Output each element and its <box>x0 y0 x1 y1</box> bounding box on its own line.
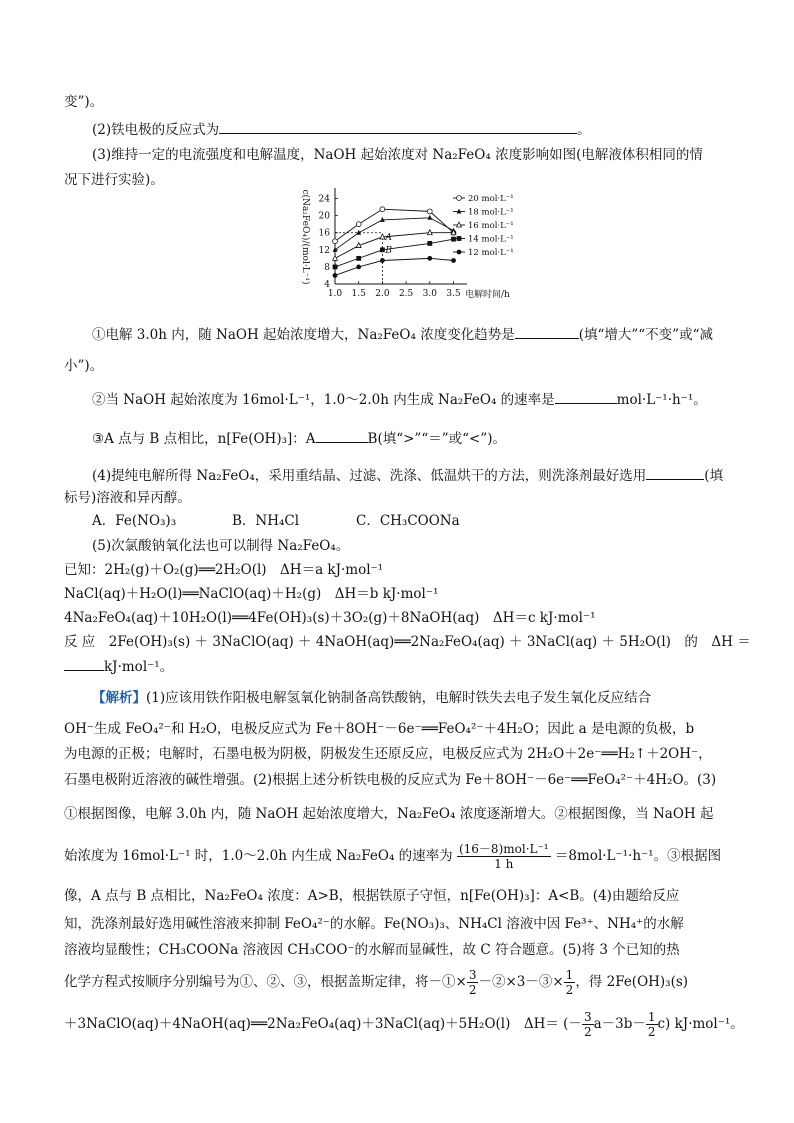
question-4-hint: (填 <box>704 468 724 484</box>
data-point <box>457 236 462 241</box>
y-tick-label: 16 <box>318 228 330 239</box>
x-axis-label: 电解时间/h <box>465 290 510 300</box>
answer-blank[interactable] <box>64 656 104 671</box>
rate-fraction <box>457 842 551 871</box>
x-tick-label: 3.0 <box>422 289 437 299</box>
known-equation-1: 已知：2H₂(g)＋O₂(g)══2H₂O(l) ΔH＝a kJ·mol⁻¹ <box>64 562 384 578</box>
question-3: (3)维持一定的电流强度和电解温度，NaOH 起始浓度对 Na₂FeO₄ 浓度影响如图(电解液体积相同的情 <box>92 147 703 163</box>
data-point <box>457 222 462 227</box>
x-tick-label: 2.5 <box>398 289 414 299</box>
question-2 <box>92 119 591 140</box>
subquestion-2-text: ②当 NaOH 起始浓度为 16mol·L⁻¹，1.0～2.0h 内生成 Na₂FeO₄ 的速率是 <box>92 392 555 408</box>
analysis-line-4: 石墨电极附近溶液的碱性增强。(2)根据上述分析铁电极的反应式为 Fe＋8OH⁻－6e⁻══FeO₄²⁻＋4H₂O。(3) <box>64 772 717 788</box>
fraction <box>467 968 479 997</box>
data-point <box>380 258 385 263</box>
data-point <box>457 209 462 214</box>
subquestion-2 <box>92 389 707 410</box>
data-point <box>380 247 385 252</box>
unit-text: kJ·mol⁻¹。 <box>104 659 174 675</box>
answer-blank[interactable] <box>316 428 368 443</box>
analysis-line-6 <box>64 833 721 879</box>
analysis-text: ＋3NaClO(aq)＋4NaOH(aq)══2Na₂FeO₄(aq)＋3NaCl(aq)＋5H₂O(l) ΔH＝ (－ <box>64 1016 582 1032</box>
fraction-denominator: 1 h <box>494 857 514 871</box>
analysis-text: ，得 2Fe(OH)₃(s) <box>575 974 689 990</box>
question-2-end: 。 <box>577 122 591 138</box>
analysis-text: 化学方程式按顺序分别编号为①、②、③，根据盖斯定律，将－①× <box>64 974 467 990</box>
subquestion-1 <box>92 324 713 345</box>
data-point <box>333 239 338 244</box>
analysis-text: c) kJ·mol⁻¹。 <box>657 1016 744 1032</box>
data-point <box>427 256 432 261</box>
data-point <box>333 247 338 252</box>
fraction-numerator: 3 <box>468 968 477 982</box>
fraction-denominator: 2 <box>468 983 477 997</box>
analysis-line-9: 溶液均显酸性；CH₃COONa 溶液因 CH₃COO⁻的水解而显碱性，故 C 符合题意。(5)将 3 个已知的热 <box>64 942 680 958</box>
y-tick-label: 8 <box>324 262 330 273</box>
data-point <box>451 237 456 242</box>
analysis-text: a－3b－ <box>593 1016 646 1032</box>
answer-blank[interactable] <box>555 389 617 404</box>
analysis-line-2: OH⁻生成 FeO₄²⁻和 H₂O，电极反应式为 Fe＋8OH⁻－6e⁻══FeO₄²⁻＋4H₂O；因此 a 是电源的负极，b <box>64 721 695 737</box>
analysis-text: －②×3－③× <box>478 974 564 990</box>
analysis-line-3: 为电源的正极；电解时，石墨电极为阴极，阴极发生还原反应，电极反应式为 2H₂O＋2e⁻══H₂↑＋2OH⁻， <box>64 746 712 762</box>
analysis-text: ＝8mol·L⁻¹·h⁻¹。③根据图 <box>554 848 722 864</box>
fraction-denominator: 2 <box>647 1025 656 1039</box>
analysis-line-5: ①根据图像，电解 3.0h 内，随 NaOH 起始浓度增大，Na₂FeO₄ 浓度逐渐增大。②根据图像，当 NaOH 起 <box>64 806 714 822</box>
series-line <box>335 239 454 267</box>
answer-blank[interactable] <box>646 465 704 480</box>
fraction <box>582 1010 594 1039</box>
analysis-tag: 【解析】 <box>92 690 146 706</box>
data-point <box>451 258 456 263</box>
analysis-line-10 <box>64 962 688 1002</box>
subquestion-1-text: ①电解 3.0h 内，随 NaOH 起始浓度增大，Na₂FeO₄ 浓度变化趋势是 <box>92 327 515 343</box>
analysis-line-11 <box>64 1004 744 1044</box>
option-a[interactable]: A．Fe(NO₃)₃ <box>92 513 177 529</box>
fraction-numerator: 3 <box>583 1010 592 1024</box>
legend-label: 14 mol·L⁻¹ <box>468 234 514 245</box>
analysis-line-8: 知，洗涤剂最好选用碱性溶液来抑制 FeO₄²⁻的水解。Fe(NO₃)₃、NH₄Cl 溶液中因 Fe³⁺、NH₄⁺的水解 <box>64 916 684 932</box>
subquestion-2-unit: mol·L⁻¹·h⁻¹。 <box>616 392 707 408</box>
data-point <box>427 215 432 220</box>
answer-blank[interactable] <box>515 324 579 339</box>
y-tick-label: 4 <box>324 280 330 290</box>
question-4-cont: 标号)溶液和异丙醇。 <box>64 490 191 506</box>
target-reaction-answer <box>64 656 173 677</box>
fraction-numerator: 1 <box>565 968 574 982</box>
data-point <box>356 265 361 270</box>
target-reaction: 反 应 2Fe(OH)₃(s) ＋ 3NaClO(aq) ＋ 4NaOH(aq)══2Na₂FeO₄(aq) ＋ 3NaCl(aq) ＋ 5H₂O(l) 的 ΔH ＝ <box>64 634 751 650</box>
data-point <box>457 196 462 201</box>
point-label: A <box>385 233 392 243</box>
analysis-line-7: 像，A 点与 B 点相比，Na₂FeO₄ 浓度：A>B，根据铁原子守恒，n[Fe(OH)₃]：A<B。(4)由题给反应 <box>64 888 680 904</box>
data-point <box>427 230 432 235</box>
known-equation-2: NaCl(aq)＋H₂O(l)══NaClO(aq)＋H₂(g) ΔH＝b kJ·mol⁻¹ <box>64 586 439 602</box>
data-point <box>333 265 338 270</box>
x-tick-label: 3.5 <box>446 289 461 299</box>
data-point <box>356 222 361 227</box>
subquestion-3 <box>92 428 506 449</box>
fraction <box>646 1010 658 1039</box>
point-label: B <box>385 245 393 256</box>
text-line: 变”)。 <box>64 94 104 110</box>
line-chart <box>295 184 525 308</box>
x-tick-label: 1.0 <box>327 289 343 299</box>
legend-label: 16 mol·L⁻¹ <box>468 221 514 231</box>
x-tick-label: 1.5 <box>351 289 366 299</box>
known-equation-3: 4Na₂FeO₄(aq)＋10H₂O(l)══4Fe(OH)₃(s)＋3O₂(g)＋8NaOH(aq) ΔH＝c kJ·mol⁻¹ <box>64 610 596 626</box>
y-tick-label: 24 <box>318 194 330 205</box>
subquestion-3-hint: B(填“>”“＝”或“<”)。 <box>367 431 507 447</box>
fraction-numerator: 1 <box>647 1010 656 1024</box>
legend-label: 18 mol·L⁻¹ <box>468 207 514 218</box>
analysis-text: (1)应该用铁作阳极电解氢氧化钠制备高铁酸钠，电解时铁失去电子发生氧化反应结合 <box>146 690 652 706</box>
data-point <box>427 241 432 246</box>
question-2-text: (2)铁电极的反应式为 <box>92 122 220 138</box>
option-c[interactable]: C．CH₃COONa <box>356 513 460 529</box>
data-point <box>380 207 385 212</box>
fraction <box>564 968 576 997</box>
question-3-cont: 况下进行实验)。 <box>64 172 164 188</box>
question-4-text: (4)提纯电解所得 Na₂FeO₄，采用重结晶、过滤、洗涤、低温烘干的方法，则洗涤剂最好选用 <box>92 468 647 484</box>
question-4 <box>92 465 723 486</box>
answer-blank[interactable] <box>219 119 577 134</box>
data-point <box>333 273 338 278</box>
subquestion-1-hint: (填“增大”“不变”或“减 <box>578 327 713 343</box>
legend-label: 12 mol·L⁻¹ <box>468 248 514 258</box>
y-tick-label: 12 <box>318 245 330 256</box>
y-tick-label: 20 <box>318 211 330 222</box>
subquestion-1-cont: 小”)。 <box>64 358 104 374</box>
fraction-numerator: (16－8)mol·L⁻¹ <box>458 842 549 856</box>
y-axis-label: c(Na₂FeO₄)/(mol·L⁻¹) <box>300 189 310 285</box>
analysis-line-1 <box>92 688 651 708</box>
data-point <box>427 209 432 214</box>
legend-label: 20 mol·L⁻¹ <box>468 194 514 204</box>
series-line <box>335 218 454 250</box>
x-tick-label: 2.0 <box>375 289 390 299</box>
data-point <box>356 256 361 261</box>
question-5: (5)次氯酸钠氧化法也可以制得 Na₂FeO₄。 <box>92 538 350 554</box>
option-b[interactable]: B．NH₄Cl <box>232 513 300 529</box>
analysis-text: 始浓度为 16mol·L⁻¹ 时，1.0～2.0h 内生成 Na₂FeO₄ 的速率为 <box>64 848 453 864</box>
data-point <box>457 250 462 255</box>
fraction-denominator: 2 <box>565 983 574 997</box>
fraction-denominator: 2 <box>583 1025 592 1039</box>
subquestion-3-text: ③A 点与 B 点相比，n[Fe(OH)₃]：A <box>92 431 316 447</box>
